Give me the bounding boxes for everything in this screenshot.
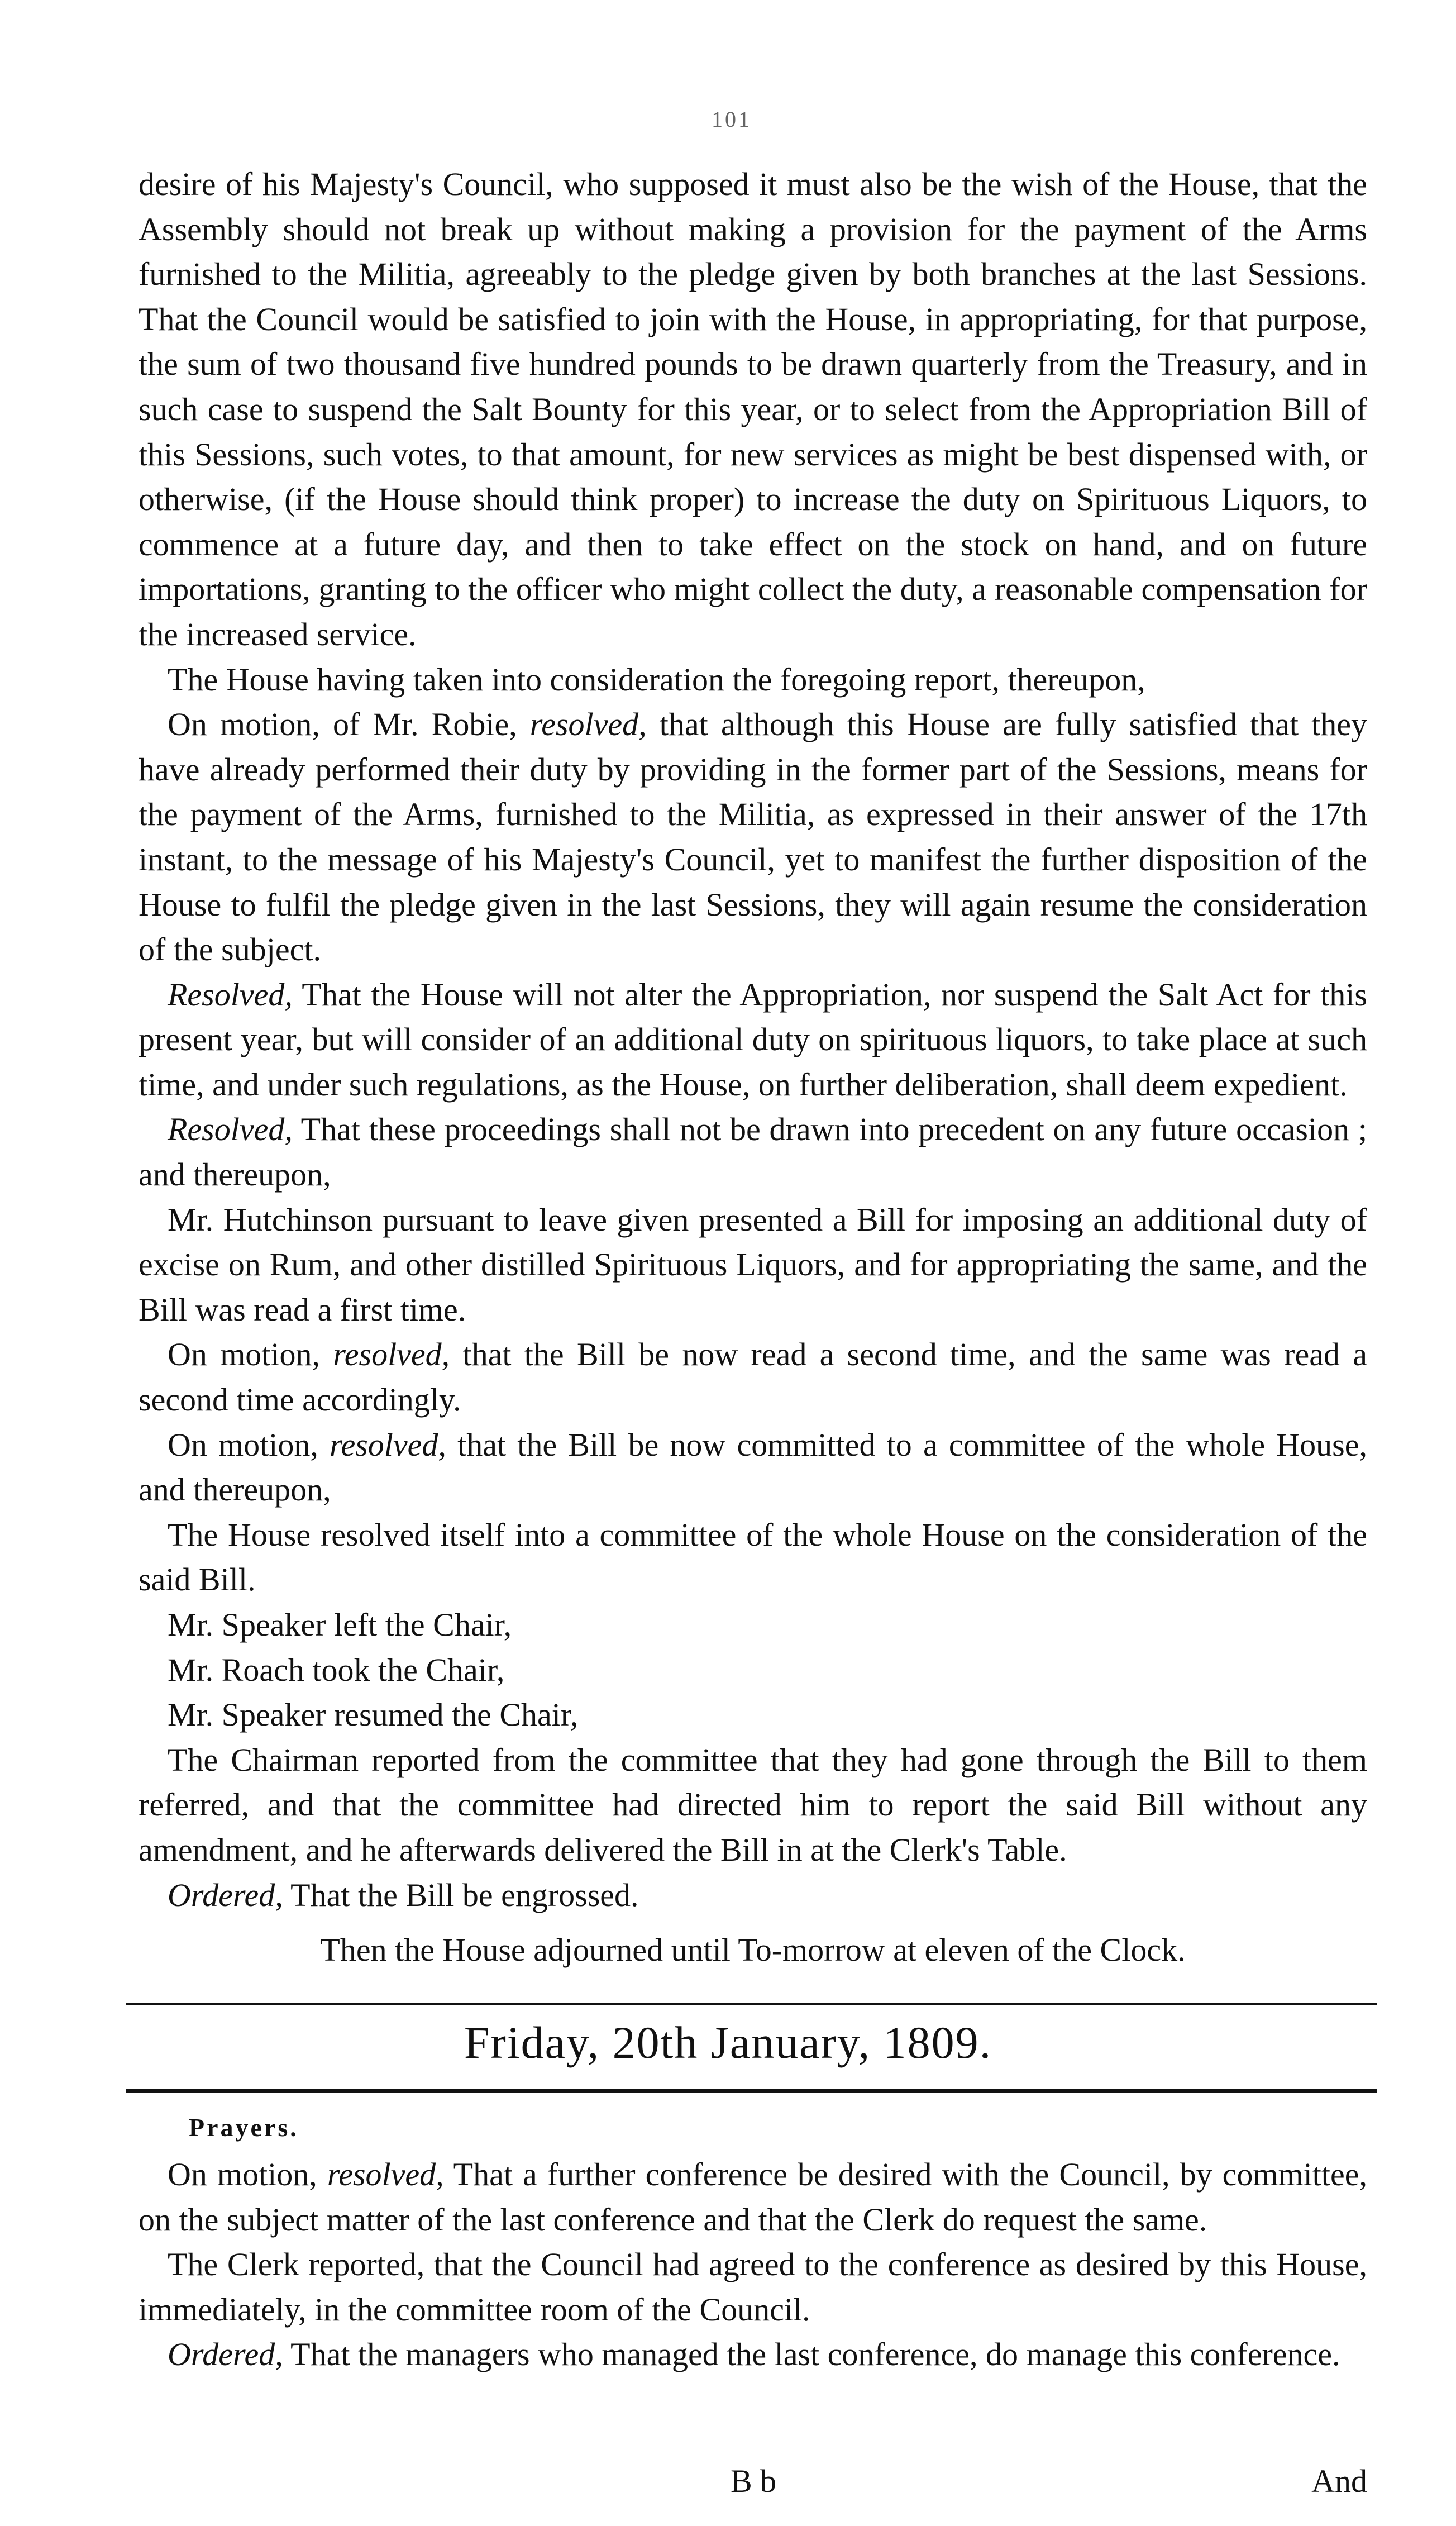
consideration-paragraph: The House having taken into consideration the foregoing report, thereupon, (168, 661, 1145, 698)
resolution-precedent-paragraph: Resolved, That these proceedings shall not be drawn into precedent on any future occasion ; and thereupon, (139, 1111, 1367, 1193)
resolution-appropriation-paragraph: Resolved, That the House will not alter the Appropriation, nor suspend the Salt Act for this present year, but will consider of an additional duty on spirituous liquors, to take place at such time, and under such regulations, as the House, on further deliberation, shall deem expedient. (139, 976, 1367, 1103)
adjournment-line: Then the House adjourned until To-morrow at eleven of the Clock. (320, 1932, 1186, 1969)
roach-chair-line: Mr. Roach took the Chair, (168, 1651, 505, 1688)
page-footer (139, 2462, 1367, 2513)
catchword: And (1311, 2463, 1367, 2499)
second-reading-paragraph: On motion, resolved, that the Bill be now read a second time, and the same was read a second time accordingly. (139, 1336, 1367, 1418)
signature-mark: B b (731, 2463, 777, 2499)
council-message-paragraph: desire of his Majesty's Council, who supposed it must also be the wish of the House, that the Assembly should not break up without making a provision for the payment of the Arms furnished to the Militia, agreeably to the pledge given by both branches at the last Sessions. That the Council would be satisfied to join with the House, in appropriating, for that purpose, the sum of two thousand five hundred pounds to be drawn quarterly from the Treasury, and in such case to suspend the Salt Bounty for this year, or to select from the Appropriation Bill of this Sessions, such votes, to that amount, for new services as might be best dispensed with, or otherwise, (if the House should think proper) to increase the duty on Spirituous Liquors, to commence at a future day, and then to take effect on the stock on hand, and on future importations, granting to the officer who might collect the duty, a reasonable compensation for the increased service. (139, 166, 1367, 652)
date-heading: Friday, 20th January, 1809. (464, 2017, 992, 2068)
friday-proceedings (139, 2113, 1367, 2377)
engrossed-order-line: Ordered, That the Bill be engrossed. (168, 1876, 639, 1913)
speaker-left-line: Mr. Speaker left the Chair, (168, 1607, 512, 1643)
robie-motion-paragraph: On motion, of Mr. Robie, resolved, that although this House are fully satisfied that they have already performed their duty by providing in the former part of the Sessions, means for the payment of the Arms, furnished to the Militia, as expressed in their answer of the 17th instant, to the message of his Majesty's Council, yet to manifest the further disposition of the House to fulfil the pledge given in the last Sessions, they will again resume the consideration of the subject. (139, 706, 1367, 968)
managers-order-paragraph: Ordered, That the managers who managed the last conference, do manage this conference. (168, 2336, 1340, 2373)
chairman-report-paragraph: The Chairman reported from the committee that they had gone through the Bill to them referred, and that the committee had directed him to report the said Bill without any amendment, and he afterwards delivered the Bill in at the Clerk's Table. (139, 1741, 1367, 1868)
top-divider-rule (126, 2003, 1377, 2005)
prayers-heading: Prayers. (189, 2113, 299, 2142)
committal-paragraph: On motion, resolved, that the Bill be now committed to a committee of the whole House, and thereupon, (139, 1426, 1367, 1508)
page-number: 101 (712, 107, 752, 132)
hutchinson-bill-paragraph: Mr. Hutchinson pursuant to leave given presented a Bill for imposing an additional duty of excise on Rum, and other distilled Spirituous Liquors, and for appropriating the same, and the Bill was read a first time. (139, 1201, 1367, 1328)
clerk-report-paragraph: The Clerk reported, that the Council had agreed to the conference as desired by this House, immediately, in the committee room of the Council. (139, 2246, 1367, 2328)
conference-motion-paragraph: On motion, resolved, That a further conference be desired with the Council, by committee, on the subject matter of the last conference and that the Clerk do request the same. (139, 2156, 1367, 2238)
proceedings-text (139, 162, 1367, 1973)
bottom-divider-rule (126, 2089, 1377, 2093)
speaker-resumed-line: Mr. Speaker resumed the Chair, (168, 1696, 579, 1733)
committee-paragraph: The House resolved itself into a committee of the whole House on the consideration of the said Bill. (139, 1516, 1367, 1598)
